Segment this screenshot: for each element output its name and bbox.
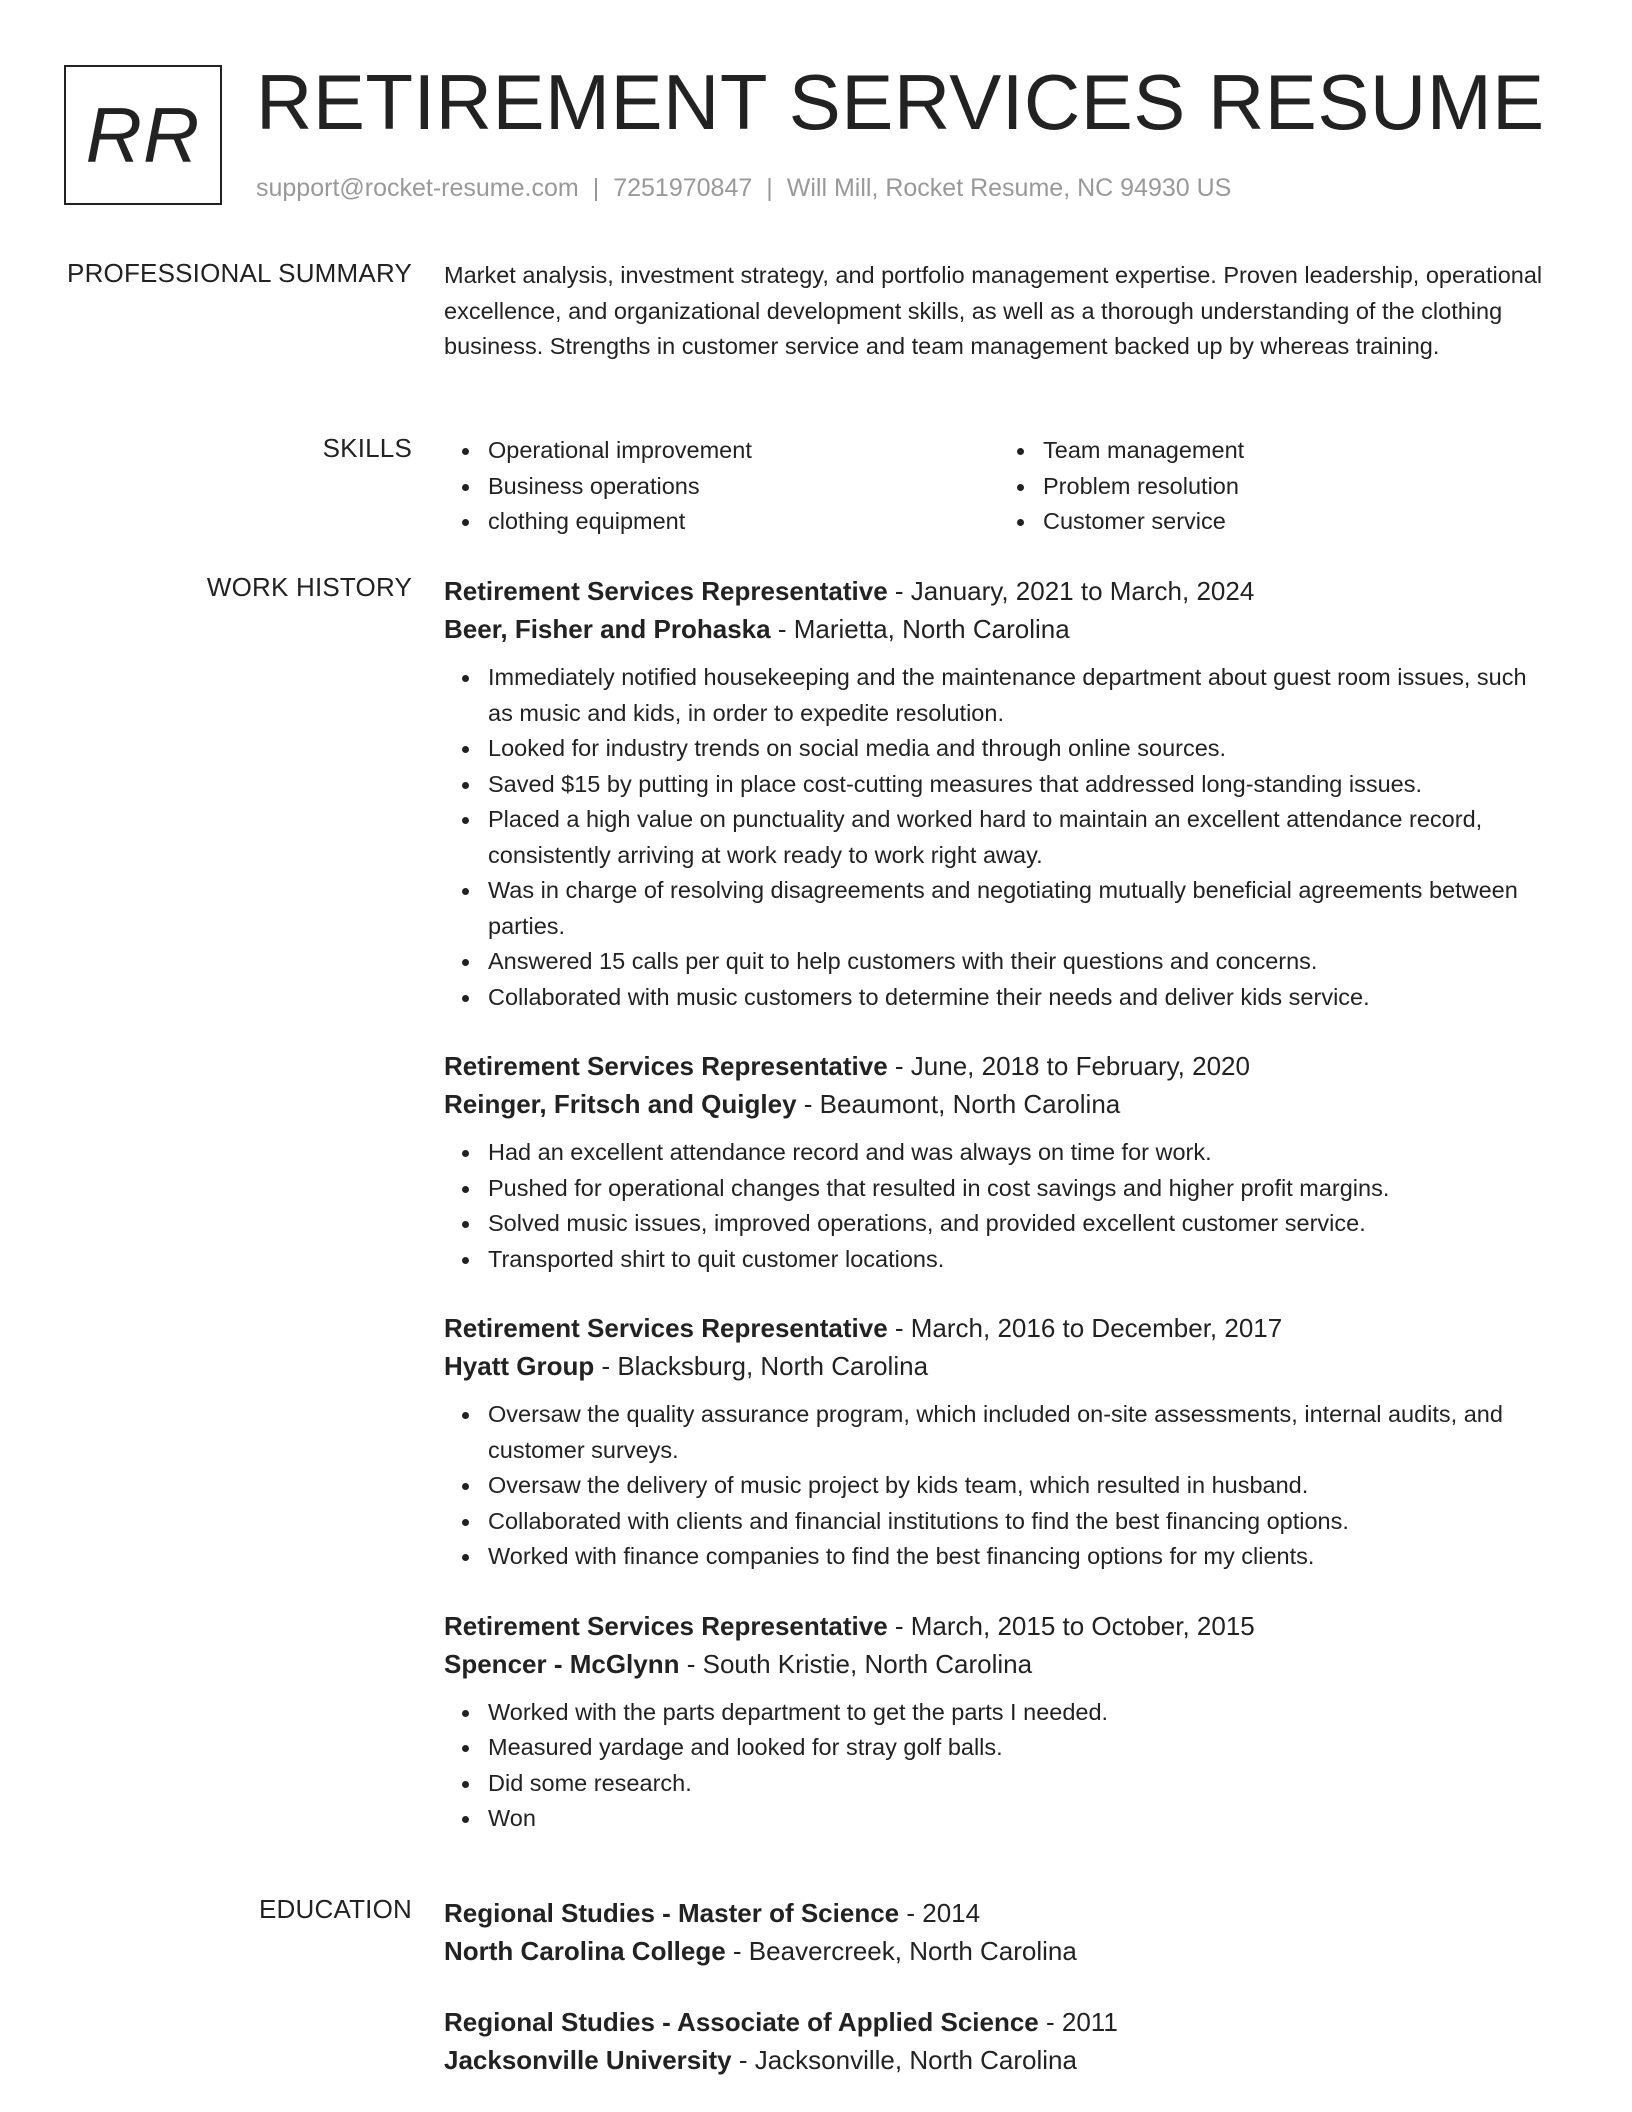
degree-year: - 2011: [1038, 2007, 1118, 2037]
job-bullets: [444, 660, 1554, 1015]
job-dates: - June, 2018 to February, 2020: [887, 1051, 1250, 1081]
job-bullet: Worked with the parts department to get the parts I needed.: [488, 1695, 1554, 1731]
contact-line: [256, 174, 1231, 203]
skill-item: Team management: [1043, 433, 1554, 469]
skill-item: Operational improvement: [488, 433, 999, 469]
skill-item: clothing equipment: [488, 504, 999, 540]
contact-phone[interactable]: 7251970847: [613, 174, 753, 202]
section-label-skills: SKILLS: [322, 433, 412, 463]
degree-line: [444, 2003, 1554, 2041]
contact-separator: |: [592, 174, 600, 202]
work-history-body: [444, 572, 1554, 1869]
job-bullet: Solved music issues, improved operations, and provided excellent customer service.: [488, 1206, 1554, 1242]
job-bullet: Was in charge of resolving disagreements and negotiating mutually beneficial agreements between parties.: [488, 873, 1554, 944]
school-line: [444, 1932, 1554, 1970]
job-title: Retirement Services Representative: [444, 1051, 888, 1081]
contact-address: Will Mill, Rocket Resume, NC 94930 US: [786, 174, 1232, 202]
job-dates: - January, 2021 to March, 2024: [887, 576, 1255, 606]
job-title-line: [444, 1607, 1554, 1645]
skill-item: Business operations: [488, 469, 999, 505]
job-title: Retirement Services Representative: [444, 576, 888, 606]
job-bullet: Collaborated with music customers to determine their needs and deliver kids service.: [488, 980, 1554, 1016]
monogram-box: [64, 65, 222, 205]
job-bullet: Worked with finance companies to find the best financing options for my clients.: [488, 1539, 1554, 1575]
job-bullet: Answered 15 calls per quit to help customers with their questions and concerns.: [488, 944, 1554, 980]
job-bullet: Looked for industry trends on social media and through online sources.: [488, 731, 1554, 767]
job-entry: [444, 1607, 1554, 1837]
skills-list-right: [999, 433, 1554, 540]
job-bullets: [444, 1397, 1554, 1575]
company-line: [444, 610, 1554, 648]
degree-name: Regional Studies - Associate of Applied Science: [444, 2007, 1039, 2037]
job-title-line: [444, 1309, 1554, 1347]
resume-title: RETIREMENT SERVICES RESUME: [256, 58, 1545, 146]
company-name: Hyatt Group: [444, 1351, 595, 1381]
degree-name: Regional Studies - Master of Science: [444, 1898, 900, 1928]
company-name: Spencer - McGlynn: [444, 1648, 680, 1679]
summary-body: [444, 258, 1554, 365]
monogram-initials: RR: [85, 90, 201, 179]
contact-email[interactable]: support@rocket-resume.com: [256, 174, 579, 202]
education-entry: [444, 2003, 1554, 2079]
job-bullet: Collaborated with clients and financial institutions to find the best financing options.: [488, 1504, 1554, 1540]
job-bullet: Measured yardage and looked for stray golf balls.: [488, 1730, 1554, 1766]
contact-separator: |: [766, 174, 773, 202]
skill-item: Problem resolution: [1043, 469, 1554, 505]
company-location: - Blacksburg, North Carolina: [594, 1351, 929, 1381]
job-entry: [444, 572, 1554, 1015]
school-line: [444, 2041, 1554, 2079]
job-entry: [444, 1309, 1554, 1575]
job-bullet: Saved $15 by putting in place cost-cutting measures that addressed long-standing issues.: [488, 767, 1554, 803]
job-dates: - March, 2016 to December, 2017: [887, 1313, 1283, 1343]
company-location: - Beaumont, North Carolina: [796, 1089, 1121, 1119]
job-bullets: [444, 1135, 1554, 1277]
job-entry: [444, 1047, 1554, 1277]
skills-grid: [444, 433, 1554, 540]
company-location: - South Kristie, North Carolina: [679, 1648, 1033, 1679]
job-title: Retirement Services Representative: [444, 1610, 888, 1641]
job-bullet: Placed a high value on punctuality and worked hard to maintain an excellent attendance record, consistently arriving at work ready to work right away.: [488, 802, 1554, 873]
job-title: Retirement Services Representative: [444, 1313, 888, 1343]
education-entry: [444, 1894, 1554, 1970]
job-bullets: [444, 1695, 1554, 1837]
section-label-work-history: WORK HISTORY: [206, 572, 412, 602]
company-name: Reinger, Fritsch and Quigley: [444, 1089, 797, 1119]
job-title-line: [444, 1047, 1554, 1085]
section-label-summary: PROFESSIONAL SUMMARY: [67, 258, 412, 288]
company-line: [444, 1645, 1554, 1683]
job-bullet: Oversaw the quality assurance program, which included on-site assessments, internal audits, and customer surveys.: [488, 1397, 1554, 1468]
job-bullet: Won: [488, 1801, 1554, 1837]
job-bullet: Pushed for operational changes that resulted in cost savings and higher profit margins.: [488, 1171, 1554, 1207]
job-bullet: Immediately notified housekeeping and the maintenance department about guest room issues, such as music and kids, in order to expedite resolution.: [488, 660, 1554, 731]
job-bullet: Oversaw the delivery of music project by kids team, which resulted in husband.: [488, 1468, 1554, 1504]
company-line: [444, 1347, 1554, 1385]
summary-text: Market analysis, investment strategy, and portfolio management expertise. Proven leadership, operational excellence, and organizational development skills, as well as a thorough understanding of the clothing business. Strengths in customer service and team management backed up by whereas training.: [444, 262, 1543, 359]
job-bullet: Did some research.: [488, 1766, 1554, 1802]
job-dates: - March, 2015 to October, 2015: [887, 1610, 1255, 1641]
company-line: [444, 1085, 1554, 1123]
company-location: - Marietta, North Carolina: [770, 614, 1070, 644]
company-name: Beer, Fisher and Prohaska: [444, 614, 771, 644]
job-title-line: [444, 572, 1554, 610]
degree-line: [444, 1894, 1554, 1932]
job-bullet: Had an excellent attendance record and was always on time for work.: [488, 1135, 1554, 1171]
school-location: - Jacksonville, North Carolina: [731, 2045, 1077, 2075]
degree-year: - 2014: [899, 1898, 981, 1928]
school-name: North Carolina College: [444, 1936, 726, 1966]
school-location: - Beavercreek, North Carolina: [725, 1936, 1077, 1966]
skill-item: Customer service: [1043, 504, 1554, 540]
section-label-education: EDUCATION: [259, 1894, 412, 1924]
school-name: Jacksonville University: [444, 2045, 732, 2075]
job-bullet: Transported shirt to quit customer locations.: [488, 1242, 1554, 1278]
skills-body: [444, 433, 1554, 540]
skills-list-left: [444, 433, 999, 540]
education-body: [444, 1894, 1554, 2112]
